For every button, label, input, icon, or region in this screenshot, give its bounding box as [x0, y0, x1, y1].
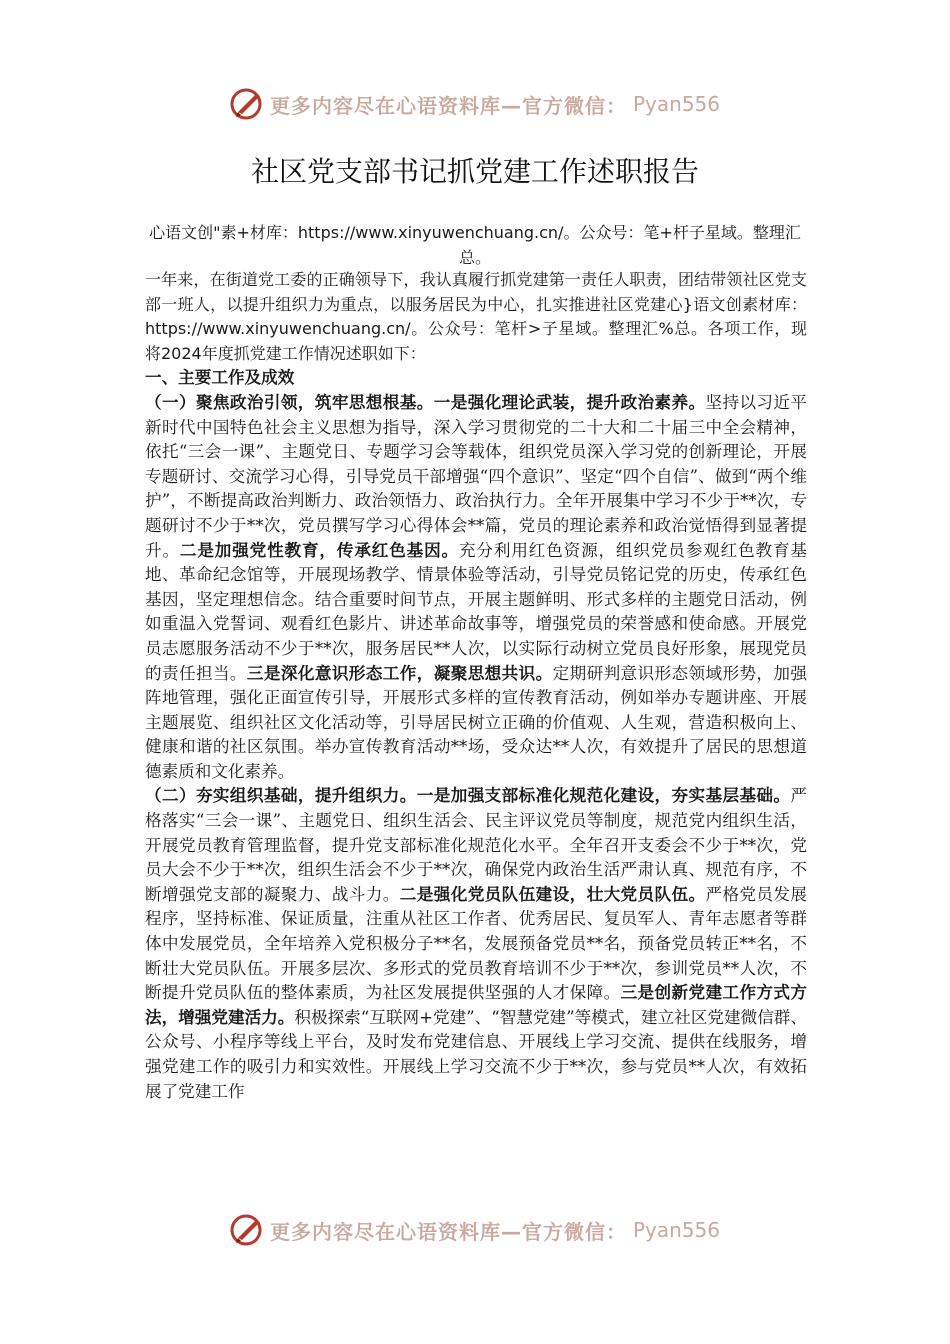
footer-banner: [0, 1210, 950, 1250]
p2-text-3: 积极探索“互联网+党建”、“智慧党建”等模式，建立社区党建微信群、公众号、小程序等线上平台，及时发布党建信息、开展线上学习交流、提供在线服务，增强党建工作的吸引力和实效性。开展线上学习交流不少于**次，参与党员**人次，有效拓展了党建工作: [145, 1007, 807, 1101]
paragraph-2: [145, 784, 807, 1104]
header-banner: [0, 84, 950, 124]
p1-bold-2: 二是加强党性教育，传承红色基因。: [179, 540, 459, 560]
banner-handle: Pyan556: [632, 92, 720, 116]
banner-handle: Pyan556: [632, 1218, 720, 1242]
intro-line: 心语文创"素+材库：https://www.xinyuwenchuang.cn/。公众号：笔+杆子星域。整理汇总。: [149, 223, 801, 267]
document-body: [145, 268, 807, 1104]
p2-text-2: 严格党员发展程序，坚持标准、保证质量，注重从社区工作者、优秀居民、复员军人、青年志愿者等群体中发展党员，全年培养入党积极分子**名，发展预备党员**名，预备党员转正**名，不断壮大党员队伍。开展多层次、多形式的党员教育培训不少于**次，参训党员**人次，不断提升党员队伍的整体素质，为社区发展提供坚强的人才保障。: [145, 884, 807, 1003]
section-heading: 一、主要工作及成效: [145, 368, 295, 388]
p1-heading: （一）聚焦政治引领，筑牢思想根基。一是强化理论武装，提升政治素养。: [145, 392, 706, 412]
opening-paragraph: 一年来，在街道党工委的正确领导下，我认真履行抓党建第一责任人职责，团结带领社区党支部一班人，以提升组织力为重点，以服务居民为中心，扎实推进社区党建心}语文创素材库：https://www.xinyuwenchuang.cn/。公众号：笔杆>子星域。整理汇%总。各项工作，现将2024年度抓党建工作情况述职如下：: [145, 270, 807, 363]
page-title: 社区党支部书记抓党建工作述职报告: [250, 155, 699, 188]
banner-text: 更多内容尽在心语资料库—官方微信：: [269, 1219, 627, 1244]
banner-text: 更多内容尽在心语资料库—官方微信：: [269, 93, 627, 118]
p2-heading: （二）夯实组织基础，提升组织力。一是加强支部标准化规范化建设，夯实基层基础。: [145, 786, 791, 806]
p1-text-2: 充分利用红色资源，组织党员参观红色教育基地、革命纪念馆等，开展现场教学、情景体验等活动，引导党员铭记党的历史，传承红色基因，坚定理想信念。结合重要时间节点，开展主题鲜明、形式多样的主题党日活动，例如重温入党誓词、观看红色影片、讲述革命故事等，增强党员的荣誉感和使命感。开展党员志愿服务活动不少于**次，服务居民**人次，以实际行动树立党员良好形象，展现党员的责任担当。: [145, 540, 808, 683]
pen-logo-icon: [230, 1212, 266, 1248]
pen-logo-icon: [230, 86, 266, 122]
p1-bold-3: 三是深化意识形态工作，凝聚思想共识。: [246, 663, 553, 683]
p2-bold-2: 二是强化党员队伍建设，壮大党员队伍。: [399, 884, 706, 904]
p1-text-3: 定期研判意识形态领域形势，加强阵地管理，强化正面宣传引导，开展形式多样的宣传教育活动，例如举办专题讲座、开展主题展览、组织社区文化活动等，引导居民树立正确的价值观、人生观，营造积极向上、健康和谐的社区氛围。举办宣传教育活动**场，受众达**人次，有效提升了居民的思想道德素质和文化素养。: [145, 663, 807, 781]
paragraph-1: [145, 391, 807, 785]
p1-text-1: 坚持以习近平新时代中国特色社会主义思想为指导，深入学习贯彻党的二十大和二十届三中全会精神，依托“三会一课”、主题党日、专题学习会等载体，组织党员深入学习党的创新理论，开展专题研讨、交流学习心得，引导党员干部增强“四个意识”、坚定“四个自信”、做到“两个维护”，不断提高政治判断力、政治领悟力、政治执行力。全年开展集中学习不少于**次，专题研讨不少于**次，党员撰写学习心得体会**篇，党员的理论素养和政治觉悟得到显著提升。: [145, 392, 807, 560]
p2-text-1: 严格落实“三会一课”、主题党日、组织生活会、民主评议党员等制度，规范党内组织生活，开展党员教育管理监督，提升党支部标准化规范化水平。全年召开支委会不少于**次，党员大会不少于**次，组织生活会不少于**次，确保党内政治生活严肃认真、规范有序，不断增强党支部的凝聚力、战斗力。: [145, 786, 807, 904]
p2-bold-3: 三是创新党建工作方式方法，增强党建活力。: [145, 983, 807, 1027]
